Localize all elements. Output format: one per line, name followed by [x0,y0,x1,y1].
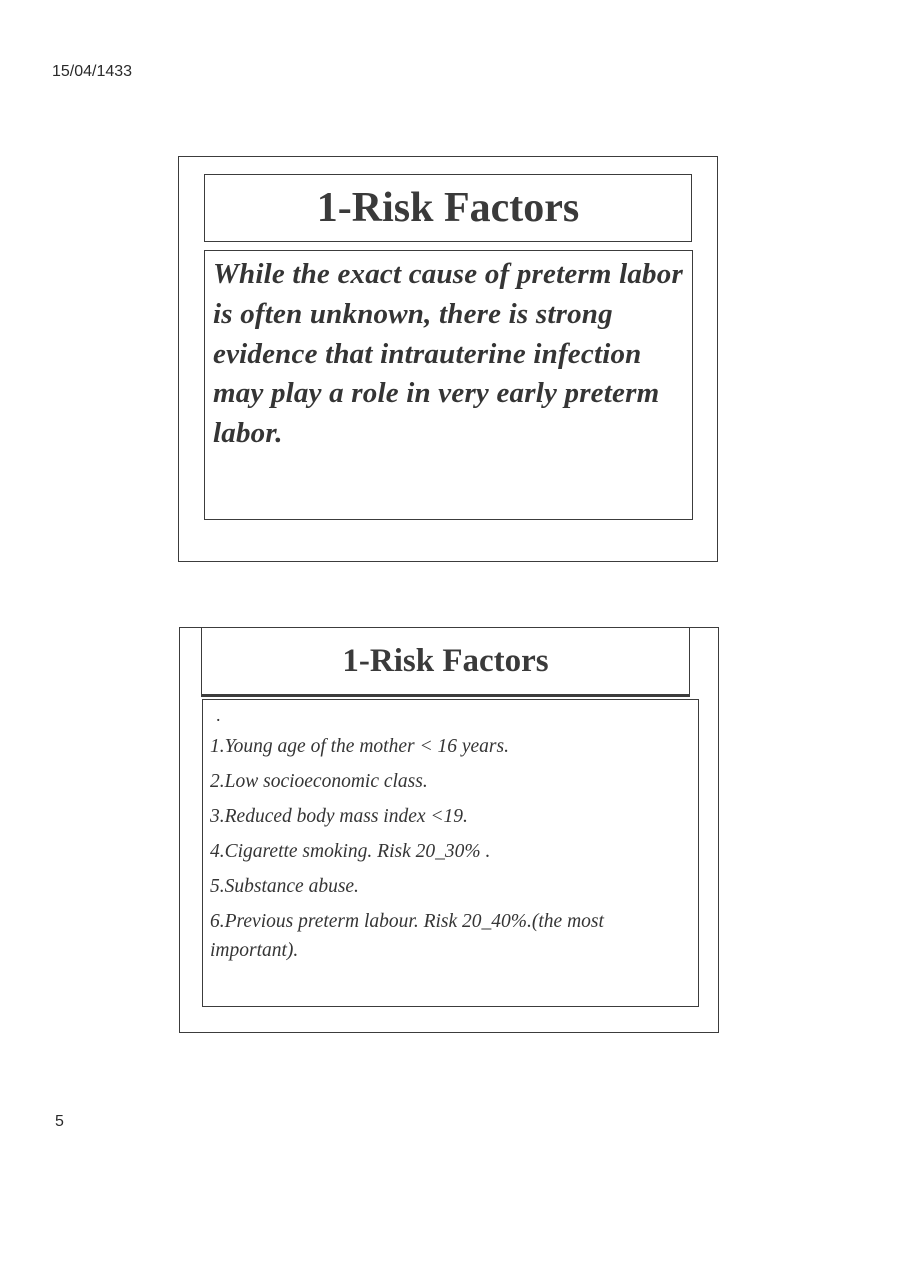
slide-2-title: 1-Risk Factors [201,627,690,697]
risk-factor-list [210,732,688,965]
list-item: 5.Substance abuse. [210,876,359,897]
list-item: 3.Reduced body mass index <19. [210,806,468,827]
document-date: 15/04/1433 [52,63,133,80]
page-number: 5 [55,1113,64,1130]
slide-1-title: 1-Risk Factors [204,174,692,242]
list-item: 6.Previous preterm labour. Risk 20_40%.(the most important). [210,911,604,961]
slide-2 [179,627,719,1033]
list-item: 1.Young age of the mother < 16 years. [210,736,509,757]
list-item: 2.Low socioeconomic class. [210,771,428,792]
slide-1 [178,156,718,562]
slide-1-body [204,250,693,520]
slide-2-body [202,699,699,1007]
list-item: 4.Cigarette smoking. Risk 20_30% . [210,841,491,862]
bullet-dot: . [216,705,221,725]
slide-1-paragraph: While the exact cause of preterm labor is often unknown, there is strong evidence that intrauterine infection may play a role in very early preterm labor. [213,258,683,450]
